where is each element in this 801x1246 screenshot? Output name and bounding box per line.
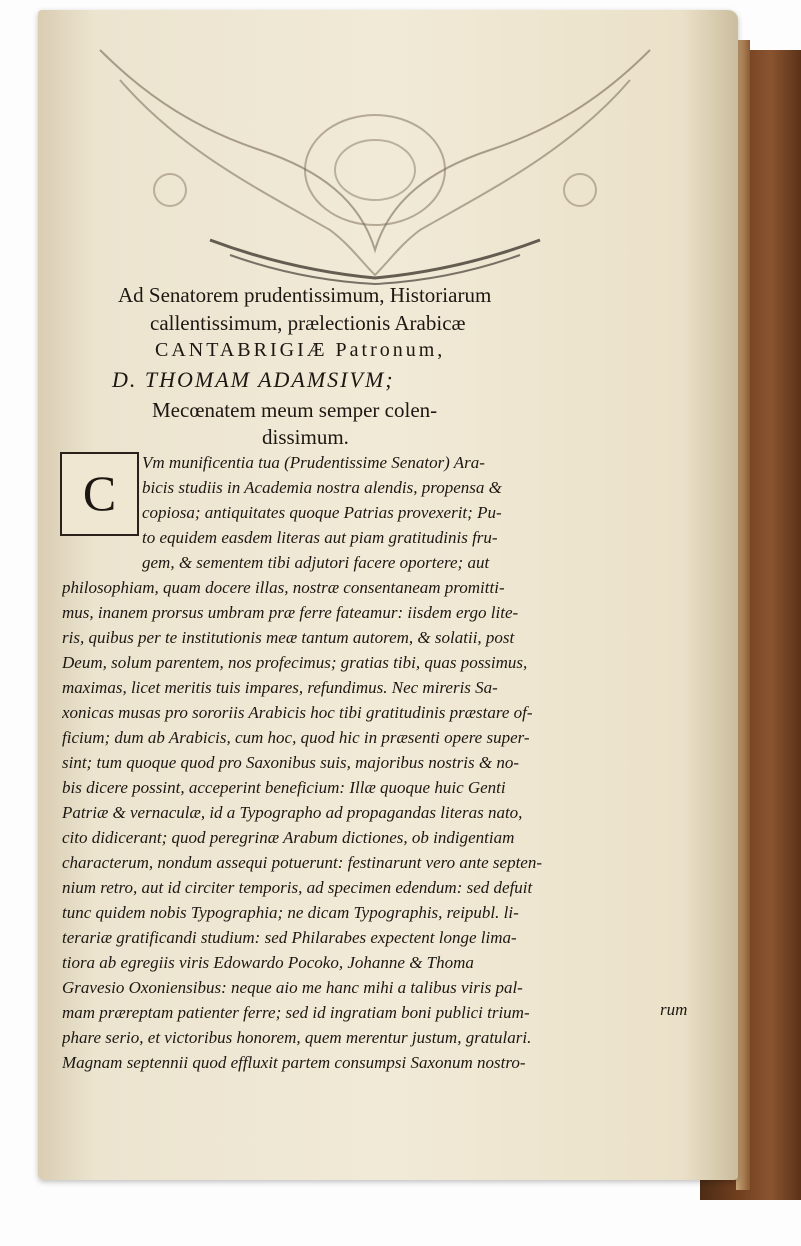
catchword: rum [660, 1000, 688, 1019]
body-line: mus, inanem prorsus umbram præ ferre fateamur: iisdem ergo lite- [62, 603, 519, 622]
dedication-line-1: Ad Senatorem prudentissimum, Historiarum [118, 283, 492, 307]
body-line: to equidem easdem literas aut piam gratitudinis fru- [142, 528, 498, 547]
body-line: sint; tum quoque quod pro Saxonibus suis, majoribus nostris & no- [62, 753, 519, 772]
body-line: nium retro, aut id circiter temporis, ad specimen edendum: sed defuit [62, 878, 533, 897]
body-text [62, 450, 702, 1075]
body-line: ficium; dum ab Arabicis, cum hoc, quod hic in præsenti opere super- [62, 728, 530, 747]
body-line: Magnam septennii quod effluxit partem consumpsi Saxonum nostro- [62, 1053, 526, 1072]
body-line: philosophiam, quam docere illas, nostræ consentaneam promitti- [62, 578, 505, 597]
body-line: Deum, solum parentem, nos profecimus; gratias tibi, quas possimus, [62, 653, 528, 672]
dedication-line-5: Mecœnatem meum semper colen- [152, 398, 438, 422]
body-line: gem, & sementem tibi adjutori facere oportere; aut [142, 553, 490, 572]
body-line: tiora ab egregiis viris Edowardo Pocoko, Johanne & Thoma [62, 953, 474, 972]
dedication-line-4: D. THOMAM ADAMSIVM; [112, 367, 395, 392]
body-line: maximas, licet meritis tuis impares, refundimus. Nec mireris Sa- [62, 678, 498, 697]
body-line: Patriæ & vernaculæ, id a Typographo ad propagandas literas nato, [62, 803, 523, 822]
body-line: phare serio, et victoribus honorem, quem merentur justum, gratulari. [62, 1028, 532, 1047]
body-line: xonicas musas pro sororiis Arabicis hoc tibi gratitudinis præstare of- [62, 703, 533, 722]
body-line: copiosa; antiquitates quoque Patrias provexerit; Pu- [142, 503, 502, 522]
initial-letter: C [82, 465, 117, 521]
dedication-line-3: CANTABRIGIÆ Patronum, [155, 339, 446, 361]
body-line: Vm munificentia tua (Prudentissime Senator) Ara- [142, 453, 485, 472]
body-line: bis dicere possint, acceperint beneficium: Illæ quoque huic Genti [62, 778, 506, 797]
body-line: Gravesio Oxoniensibus: neque aio me hanc mihi a talibus viris pal- [62, 978, 523, 997]
dedication-line-2: callentissimum, prælectionis Arabicæ [150, 311, 466, 335]
body-line: cito didicerant; quod peregrinæ Arabum dictiones, ob indigentiam [62, 828, 515, 847]
body-line: ris, quibus per te institutionis meæ tantum autorem, & solatii, post [62, 628, 515, 647]
cover-board-edge [736, 40, 750, 1190]
dedication-line-6: dissimum. [262, 425, 349, 449]
body-line: mam præreptam patienter ferre; sed id ingratiam boni publici trium- [62, 1003, 530, 1022]
body-line: bicis studiis in Academia nostra alendis, propensa & [142, 478, 502, 497]
ornamental-headpiece [60, 40, 690, 285]
body-line: terariæ gratificandi studium: sed Philarabes expectent longe lima- [62, 928, 517, 947]
body-line: tunc quidem nobis Typographia; ne dicam Typographis, reipubl. li- [62, 903, 519, 922]
body-line: characterum, nondum assequi potuerunt: festinarunt vero ante septen- [62, 853, 543, 872]
